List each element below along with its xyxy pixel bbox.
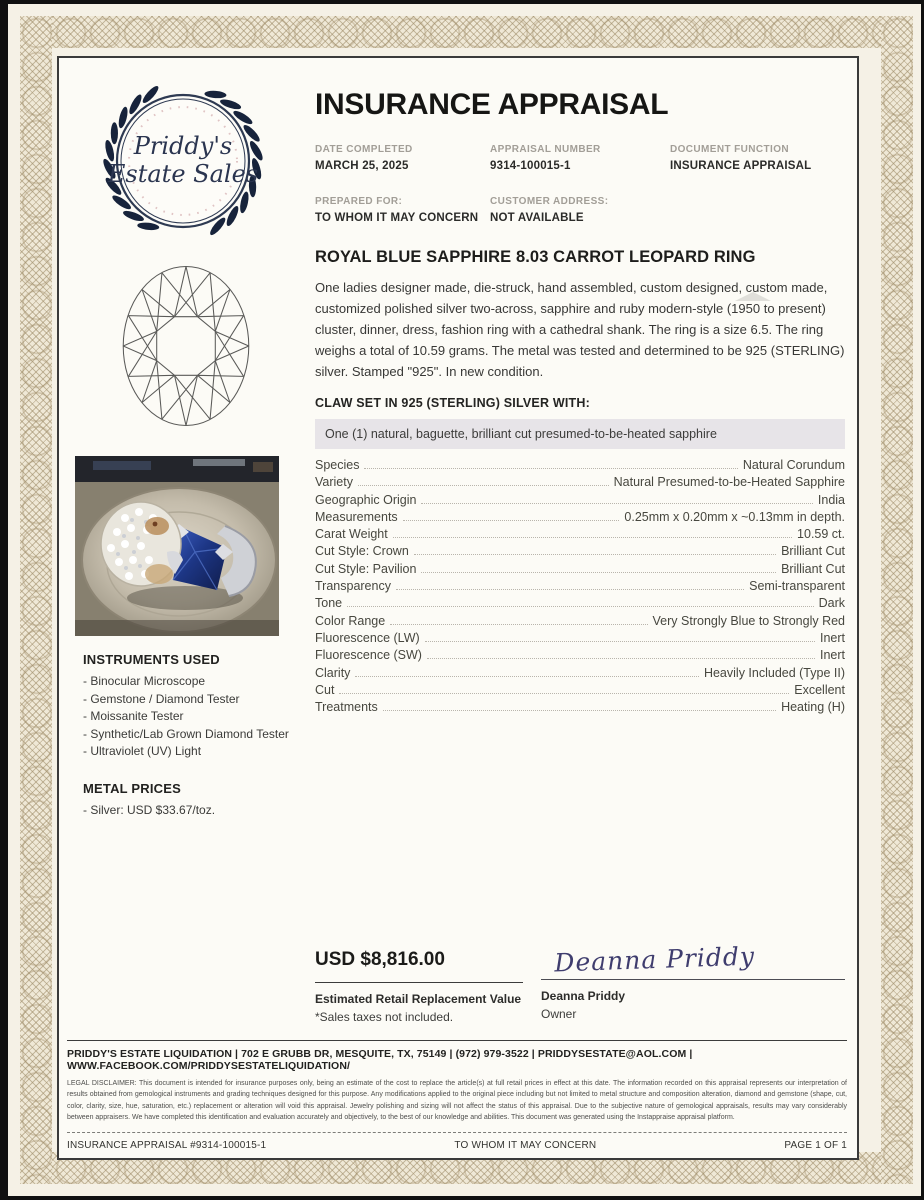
footer-appraisal-number: INSURANCE APPRAISAL #9314-100015-1 xyxy=(67,1140,267,1151)
valuation-section xyxy=(315,941,845,1025)
property-label: Carat Weight xyxy=(315,527,388,542)
property-label: Cut xyxy=(315,682,335,697)
instrument-item: - Moissanite Tester xyxy=(83,709,184,723)
dotted-leader xyxy=(421,503,812,504)
signer-title: Owner xyxy=(541,1007,577,1022)
metal-price-item: - Silver: USD $33.67/toz. xyxy=(83,802,216,817)
property-row xyxy=(315,596,845,613)
instrument-item: - Ultraviolet (UV) Light xyxy=(83,744,202,758)
property-value: Natural Corundum xyxy=(742,458,845,472)
handwritten-signature: Deanna Priddy xyxy=(553,941,756,978)
item-title: ROYAL BLUE SAPPHIRE 8.03 CARROT LEOPARD RING xyxy=(315,248,756,266)
valuation-label: Estimated Retail Replacement Value xyxy=(315,992,522,1007)
property-label: Variety xyxy=(315,475,353,490)
ornamental-border-right xyxy=(881,16,913,1184)
meta-label: DOCUMENT FUNCTION xyxy=(670,144,790,155)
property-value: India xyxy=(817,492,845,507)
dotted-leader xyxy=(427,658,815,659)
dotted-leader xyxy=(396,589,744,590)
property-value: Semi-transparent xyxy=(749,579,845,594)
instrument-item: - Gemstone / Diamond Tester xyxy=(83,691,240,706)
property-label: Color Range xyxy=(315,613,386,628)
property-row xyxy=(315,683,845,700)
main-column xyxy=(305,82,847,1040)
property-label: Clarity xyxy=(315,665,351,680)
laurel-wreath-logo-icon xyxy=(77,82,289,244)
dotted-leader xyxy=(425,641,815,642)
legal-disclaimer: LEGAL DISCLAIMER: This document is intended for insurance purposes only, being an estimate of the cost to replace the article(s) at full retail prices in effect at this date. The information recorded on this appraisal represents our interpretation of results obtained from gemological instruments and grading techniques designed for this purpose. Any modifications applied to the original piece including but not limited to metal structure and composition alteration, diamond and gemstone (shape, cut, color, clarity, size, hue, saturation, etc.) replacement or alteration will void this appraisal. Jewelry polishing and sizing will not affect the status of this appraisal. Due to the subjective nature of gemological appraisals, results may vary considerably between appraisers. We have completed this identification and evaluation accurately and objectively, to the best of our knowledge and abilities. This document was generated using the Instappraise appraisal platform. xyxy=(67,1080,847,1121)
signature-block xyxy=(541,941,845,1024)
document-body xyxy=(59,58,857,1040)
property-value: Excellent xyxy=(794,682,845,697)
property-value: Brilliant Cut xyxy=(781,561,845,576)
dotted-leader xyxy=(339,693,789,694)
property-row xyxy=(315,493,845,510)
meta-label: APPRAISAL NUMBER xyxy=(490,144,601,155)
meta-label: DATE COMPLETED xyxy=(315,144,413,155)
metal-prices-list xyxy=(83,802,305,820)
dotted-leader xyxy=(364,468,737,469)
content-frame xyxy=(57,56,859,1160)
property-label: Measurements xyxy=(315,509,398,524)
dotted-leader xyxy=(358,485,609,486)
company-logo xyxy=(77,82,289,244)
ornamental-border-left xyxy=(20,16,52,1184)
setting-heading: CLAW SET IN 925 (STERLING) SILVER WITH: xyxy=(315,396,590,410)
appraisal-meta-grid xyxy=(315,144,845,224)
property-row xyxy=(315,527,845,544)
property-row xyxy=(315,700,845,717)
signer-name: Deanna Priddy xyxy=(541,989,626,1004)
dotted-leader xyxy=(393,537,792,538)
metal-prices-section xyxy=(83,781,305,820)
property-row xyxy=(315,510,845,527)
property-label: Fluorescence (SW) xyxy=(315,648,422,663)
meta-value: TO WHOM IT MAY CONCERN xyxy=(315,212,479,224)
property-label: Fluorescence (LW) xyxy=(315,630,420,645)
meta-value: 9314-100015-1 xyxy=(490,160,571,172)
valuation-note: *Sales taxes not included. xyxy=(315,1010,454,1025)
ornamental-border-top xyxy=(20,16,913,48)
property-row xyxy=(315,614,845,631)
document-footer xyxy=(59,1040,857,1158)
property-label: Cut Style: Crown xyxy=(315,544,409,559)
property-value: Brilliant Cut xyxy=(781,544,845,559)
property-label: Cut Style: Pavilion xyxy=(315,561,417,576)
meta-value: MARCH 25, 2025 xyxy=(315,160,409,172)
instruments-section xyxy=(83,652,305,761)
company-contact-line: PRIDDY'S ESTATE LIQUIDATION | 702 E GRUBB DR, MESQUITE, TX, 75149 | (972) 979-3522 | PRIDDYSESTATE@AOL.COM | WWW.FACEBOOK.COM/PRIDDYSESTATELIQUIDATION/ xyxy=(67,1040,847,1072)
property-value: Very Strongly Blue to Strongly Red xyxy=(652,613,845,628)
gemstone-facet-diagram-icon xyxy=(118,258,254,434)
left-column xyxy=(67,82,305,1040)
property-row xyxy=(315,648,845,665)
property-row xyxy=(315,475,845,492)
instruments-heading: INSTRUMENTS USED xyxy=(83,652,220,667)
meta-field xyxy=(670,144,845,172)
property-row xyxy=(315,562,845,579)
property-value: Heating (H) xyxy=(781,700,845,715)
property-row xyxy=(315,579,845,596)
dotted-leader xyxy=(390,624,647,625)
svg-text:Estate Sales: Estate Sales xyxy=(107,160,259,188)
meta-value: INSURANCE APPRAISAL xyxy=(670,160,812,172)
scanned-page xyxy=(8,4,921,1196)
property-row xyxy=(315,544,845,561)
property-value: Heavily Included (Type II) xyxy=(703,665,845,680)
valuation-amount-block xyxy=(315,949,523,1024)
dotted-leader xyxy=(347,606,813,607)
dotted-leader xyxy=(403,520,620,521)
property-value: Natural Presumed-to-be-Heated Sapphire xyxy=(613,475,845,490)
property-row xyxy=(315,631,845,648)
svg-text:Priddy's: Priddy's xyxy=(133,132,233,160)
ring-photo xyxy=(75,456,279,636)
footer-addressee: TO WHOM IT MAY CONCERN xyxy=(454,1140,597,1151)
property-label: Treatments xyxy=(315,700,378,715)
instrument-item: - Binocular Microscope xyxy=(83,674,206,688)
item-description: One ladies designer made, die-struck, hand assembled, custom designed, custom made, customized polished silver two-across, sapphire and ruby modern-style (1950 to present) cluster, dinner, dress, fashion ring with a cathedral shank. The ring is a size 6.5. The ring weighs a total of 10.59 grams. The metal was tested and determined to be 925 (STERLING) silver. Stamped "925". In new condition. xyxy=(315,280,845,379)
instruments-list xyxy=(83,673,305,761)
meta-label: CUSTOMER ADDRESS: xyxy=(490,196,609,207)
page-footer-bar xyxy=(67,1132,847,1151)
metal-prices-heading: METAL PRICES xyxy=(83,780,181,796)
meta-field xyxy=(490,144,670,172)
appraised-value: USD $8,816.00 xyxy=(315,949,523,983)
meta-field xyxy=(490,196,670,224)
property-value: 10.59 ct. xyxy=(797,527,845,542)
instrument-item: - Synthetic/Lab Grown Diamond Tester xyxy=(83,726,289,741)
stone-summary: One (1) natural, baguette, brilliant cut presumed-to-be-heated sapphire xyxy=(315,419,845,449)
properties-table xyxy=(315,458,845,717)
property-row xyxy=(315,458,845,475)
property-label: Transparency xyxy=(315,579,391,594)
property-value: 0.25mm x 0.20mm x ~0.13mm in depth. xyxy=(624,509,845,524)
meta-field xyxy=(315,144,490,172)
property-value: Dark xyxy=(818,596,845,611)
property-row xyxy=(315,666,845,683)
property-value: Inert xyxy=(819,648,845,663)
dotted-leader xyxy=(383,710,776,711)
document-title: INSURANCE APPRAISAL xyxy=(315,88,669,121)
meta-field xyxy=(315,196,490,224)
dotted-leader xyxy=(414,554,776,555)
meta-label: PREPARED FOR: xyxy=(315,196,403,207)
property-label: Geographic Origin xyxy=(315,492,417,507)
dotted-leader xyxy=(355,676,699,677)
meta-value: NOT AVAILABLE xyxy=(490,212,584,224)
property-value: Inert xyxy=(819,630,845,645)
property-label: Tone xyxy=(315,596,343,611)
footer-page-number: PAGE 1 OF 1 xyxy=(784,1140,847,1151)
dotted-leader xyxy=(421,572,776,573)
property-label: Species xyxy=(315,458,360,472)
